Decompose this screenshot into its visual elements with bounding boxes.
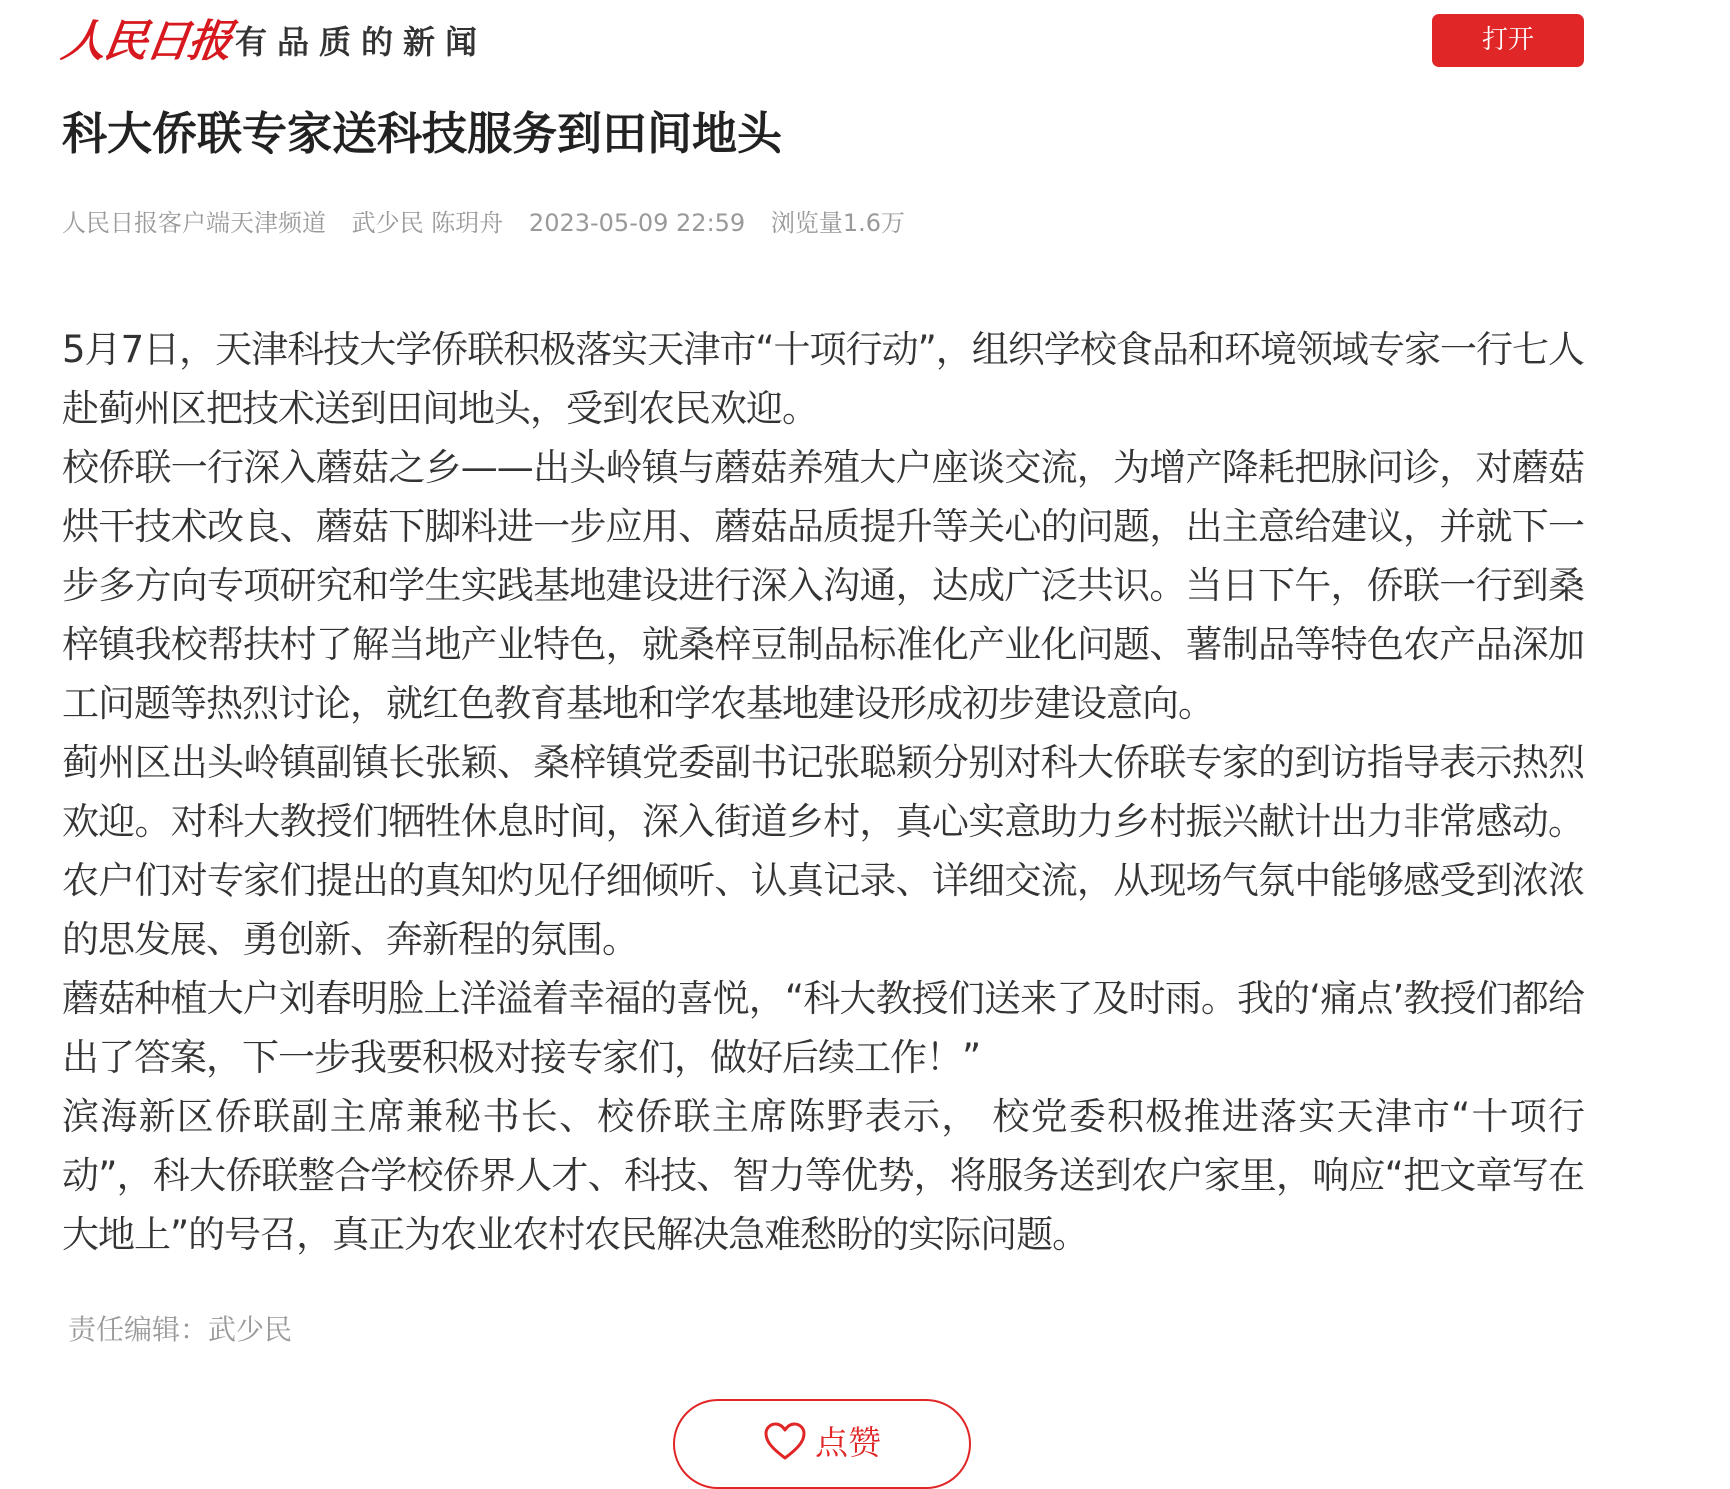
heart-icon [763,1421,807,1461]
article-meta [62,205,923,241]
article-views: 浏览量1.6万 [770,209,906,237]
article-title: 科大侨联专家送科技服务到田间地头 [62,107,783,160]
article-authors: 武少民 陈玥舟 [351,209,504,237]
article-paragraph: 滨海新区侨联副主席兼秘书长、校侨联主席陈野表示， 校党委积极推进落实天津市“十项行动”，科大侨联整合学校侨界人才、科技、智力等优势，将服务送到农户家里，响应“把文章写在大地上”的号召，真正为农业农村农民解决急难愁盼的实际问题。 [62,1095,1584,1256]
article-body [62,320,1584,1264]
open-app-button[interactable]: 打开 [1432,14,1584,67]
article-paragraph: 校侨联一行深入蘑菇之乡——出头岭镇与蘑菇养殖大户座谈交流，为增产降耗把脉问诊，对蘑菇烘干技术改良、蘑菇下脚料进一步应用、蘑菇品质提升等关心的问题，出主意给建议，并就下一步多方向专项研究和学生实践基地建设进行深入沟通，达成广泛共识。当日下午，侨联一行到桑梓镇我校帮扶村了解当地产业特色，就桑梓豆制品标准化产业化问题、薯制品等特色农产品深加工问题等热烈讨论，就红色教育基地和学农基地建设形成初步建设意向。 [62,446,1584,725]
app-header [0,0,1730,90]
brand-slogan: 有品质的新闻 [235,23,488,61]
like-label: 点赞 [815,1423,881,1462]
article-source: 人民日报客户端天津频道 [62,209,326,237]
article-paragraph: 蓟州区出头岭镇副镇长张颖、桑梓镇党委副书记张聪颖分别对科大侨联专家的到访指导表示热烈欢迎。对科大教授们牺牲休息时间，深入街道乡村，真心实意助力乡村振兴献计出力非常感动。农户们对专家们提出的真知灼见仔细倾听、认真记录、详细交流，从现场气氛中能够感受到浓浓的思发展、勇创新、奔新程的氛围。 [62,741,1584,961]
responsible-editor: 责任编辑：武少民 [68,1313,293,1346]
article-datetime: 2023-05-09 22:59 [528,209,746,237]
brand-logo: 人民日报 [58,16,234,67]
article-paragraph: 蘑菇种植大户刘春明脸上洋溢着幸福的喜悦，“科大教授们送来了及时雨。我的‘痛点’教授们都给出了答案，下一步我要积极对接专家们，做好后续工作！” [62,977,1584,1079]
article-paragraph: 5月7日，天津科技大学侨联积极落实天津市“十项行动”，组织学校食品和环境领域专家一行七人赴蓟州区把技术送到田间地头，受到农民欢迎。 [62,328,1584,430]
like-button[interactable] [673,1399,971,1489]
